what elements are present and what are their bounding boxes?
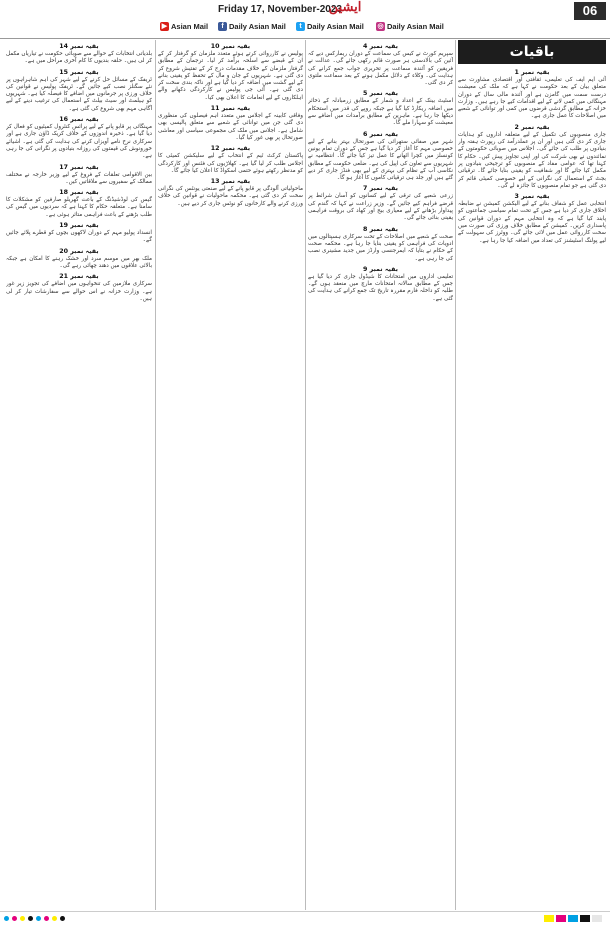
column-center-right	[308, 40, 453, 910]
color-swatch	[580, 915, 590, 922]
article-text: آئی ایم ایف کی تعلیمی، ثقافتی اور اقتصادی مشاورت سے متعلق بیان کے بعد حکومت نے کہا ہے کہ ملک کی معیشت درست سمت میں گامزن ہے اور آئندہ مالی سال کے دوران مہنگائی میں کمی لانے کے لیے اقدامات کیے جا رہے ہیں۔ وزارت خزانہ کے مطابق گردشی قرضوں میں کمی اور توانائی کے شعبے میں اصلاحات کا عمل جاری ہے۔	[458, 77, 606, 120]
column-center-left	[158, 40, 303, 910]
newspaper-logo: ایشین	[328, 0, 362, 15]
article-text: بلدیاتی انتخابات کے حوالے سے صوبائی حکومت نے تیاریاں مکمل کر لی ہیں۔ حلقہ بندیوں کا کام آخری مراحل میں ہے۔	[6, 51, 152, 65]
article-text: ٹریفک کے مسائل حل کرنے کے لیے شہر کی اہم شاہراہوں پر نئے سگنلز نصب کیے جائیں گے۔ ٹریفک پولیس نے قوانین کی خلاف ورزی پر جرمانوں میں اضافے کا فیصلہ کیا ہے۔ شہریوں کو ہیلمٹ اور سیٹ بیلٹ کے استعمال کی ترغیب دینے کے لیے آگاہی مہم بھی شروع کی گئی ہے۔	[6, 76, 152, 112]
column-divider	[155, 40, 156, 910]
page-number: 06	[574, 2, 606, 20]
color-calibration-bar	[544, 915, 602, 922]
continuation-heading: بقیہ نمبر 13	[210, 178, 251, 186]
article-text: پولیس نے کارروائی کرتے ہوئے متعدد ملزمان کو گرفتار کر کے ان کے قبضے سے اسلحہ برآمد کر لیا۔ ترجمان کے مطابق گرفتار ملزمان کے خلاف مقدمات درج کر کے تفتیش شروع کر دی گئی ہے۔ شہریوں کے جان و مال کے تحفظ کو یقینی بنانے کے لیے گشت میں اضافہ کر دیا گیا ہے اور ناکہ بندی سخت کر دی گئی ہے۔ آئی جی پولیس نے کارکردگی دکھانے والے اہلکاروں کے لیے انعامات کا اعلان بھی کیا۔	[158, 51, 303, 101]
article-text: اسٹیٹ بینک کے اعداد و شمار کے مطابق زرمبادلہ کے ذخائر میں اضافہ ریکارڈ کیا گیا ہے جبکہ روپے کی قدر میں استحکام دیکھا جا رہا ہے۔ ماہرین کے مطابق برآمدات میں اضافے سے معیشت کو سہارا ملے گا۔	[308, 98, 453, 127]
article-text: سپریم کورٹ نے کیس کی سماعت کے دوران ریمارکس دیے کہ آئین کی بالادستی ہر صورت قائم رکھی جائے گی۔ عدالت نے فریقین کو آئندہ سماعت پر تحریری جواب جمع کرانے کی ہدایت کی۔ وکلاء کے دلائل مکمل ہونے کے بعد سماعت ملتوی کر دی گئی۔	[308, 51, 453, 87]
page-footer	[0, 911, 610, 926]
column-divider	[455, 40, 456, 910]
twitter-icon: t	[296, 22, 305, 31]
article-text: ماحولیاتی آلودگی پر قابو پانے کے لیے صنعتی یونٹس کی نگرانی سخت کر دی گئی ہے۔ محکمہ ماحولیات نے قوانین کی خلاف ورزی کرنے والے کارخانوں کو نوٹس جاری کر دیے ہیں۔	[158, 186, 303, 207]
article-text: گیس کی لوڈشیڈنگ کے باعث گھریلو صارفین کو مشکلات کا سامنا ہے۔ متعلقہ حکام کا کہنا ہے کہ سردیوں میں گیس کی طلب بڑھنے کے باعث فراہمی متاثر ہوئی ہے۔	[6, 197, 152, 218]
article-text: صحت کے شعبے میں اصلاحات کے تحت سرکاری ہسپتالوں میں ادویات کی فراہمی کو یقینی بنایا جا رہا ہے۔ محکمہ صحت کے حکام نے بتایا کہ ایمرجنسی وارڈز میں جدید مشینری نصب کی جا رہی ہے۔	[308, 233, 453, 262]
continuation-heading: بقیہ نمبر 3	[514, 193, 550, 201]
color-swatch	[568, 915, 578, 922]
column-divider	[305, 40, 306, 910]
facebook-icon: f	[218, 22, 227, 31]
page-header	[0, 0, 610, 39]
section-title: باقیات	[458, 40, 606, 64]
continuation-heading: بقیہ نمبر 18	[59, 189, 99, 197]
continuation-heading: بقیہ نمبر 2	[514, 123, 550, 131]
social-youtube[interactable]	[160, 20, 208, 33]
article-text: پاکستان کرکٹ ٹیم کے انتخاب کے لیے سلیکشن کمیٹی کا اجلاس طلب کر لیا گیا ہے۔ کھلاڑیوں کی فٹنس اور کارکردگی کو مدنظر رکھتے ہوئے حتمی اسکواڈ کا اعلان کیا جائے گا۔	[158, 153, 303, 174]
registration-dot	[44, 916, 49, 921]
article-text: تعلیمی اداروں میں امتحانات کا شیڈول جاری کر دیا گیا ہے جس کے مطابق سالانہ امتحانات مارچ میں منعقد ہوں گے۔ طلبہ کو داخلہ فارم مقررہ تاریخ تک جمع کرانے کی ہدایت کی گئی ہے۔	[308, 273, 453, 302]
registration-dot	[52, 916, 57, 921]
social-label: Daily Asian Mail	[307, 22, 364, 31]
social-instagram[interactable]	[376, 20, 444, 33]
continuation-heading: بقیہ نمبر 4	[362, 43, 398, 50]
article-text: شہر میں صفائی ستھرائی کی صورتحال بہتر بنانے کے لیے خصوصی مہم کا آغاز کر دیا گیا ہے جس کے دوران تمام یونین کونسلز میں کچرا اٹھانے کا عمل تیز کیا جائے گا۔ انتظامیہ نے شہریوں سے تعاون کی اپیل کی ہے۔ ضلعی حکومت کے مطابق نکاسی آب کے نظام کی بہتری کے لیے بھی فنڈز جاری کر دیے گئے ہیں اور جلد ہی ترقیاتی کاموں کا آغاز ہو گا۔	[308, 138, 453, 182]
instagram-icon: ◎	[377, 23, 384, 30]
column-right	[458, 66, 606, 910]
continuation-heading: بقیہ نمبر 7	[362, 185, 398, 193]
social-label: Daily Asian Mail	[229, 22, 286, 31]
column-left	[6, 40, 152, 910]
continuation-heading: بقیہ نمبر 12	[210, 145, 251, 153]
registration-dot	[28, 916, 33, 921]
continuation-heading: بقیہ نمبر 1	[514, 69, 550, 76]
article-text: انتخابی عمل کو شفاف بنانے کے لیے الیکشن کمیشن نے ضابطہ اخلاق جاری کر دیا ہے جس کے تحت تمام سیاسی جماعتوں کو پابند کیا گیا ہے کہ وہ انتخابی مہم کے دوران قوانین کی پاسداری کریں۔ کمیشن کے مطابق خلاف ورزی کی صورت میں سخت کارروائی عمل میں لائی جائے گی۔ ووٹرز کی سہولت کے لیے پولنگ اسٹیشنز کی تعداد میں اضافہ کیا جا رہا ہے۔	[458, 201, 606, 244]
continuation-heading: بقیہ نمبر 14	[59, 43, 99, 50]
article-text: انسداد پولیو مہم کے دوران لاکھوں بچوں کو قطرے پلائے جائیں گے۔	[6, 230, 152, 244]
color-swatch	[592, 915, 602, 922]
continuation-heading: بقیہ نمبر 17	[59, 163, 99, 171]
continuation-heading: بقیہ نمبر 21	[59, 273, 99, 281]
youtube-icon: ▶	[161, 23, 168, 30]
article-text: ملک بھر میں موسم سرد اور خشک رہنے کا امکان ہے جبکہ بالائی علاقوں میں دھند چھائی رہے گی۔	[6, 255, 152, 269]
color-swatch	[556, 915, 566, 922]
registration-dot	[60, 916, 65, 921]
continuation-heading: بقیہ نمبر 19	[59, 222, 99, 230]
continuation-heading: بقیہ نمبر 5	[362, 90, 398, 98]
social-label: Daily Asian Mail	[387, 22, 444, 31]
registration-dots	[4, 916, 65, 921]
social-twitter[interactable]	[296, 20, 364, 33]
article-text: بین الاقوامی تعلقات کے فروغ کے لیے وزیر خارجہ نے مختلف ممالک کے سفیروں سے ملاقاتیں کیں۔	[6, 171, 152, 185]
article-text: مہنگائی پر قابو پانے کے لیے پرائس کنٹرول کمیٹیوں کو فعال کر دیا گیا ہے۔ ذخیرہ اندوزوں کے خلاف کریک ڈاؤن جاری ہے اور سرکاری نرخ نامے آویزاں کرنے کی ہدایت کی گئی ہے۔ اشیائے خورونوش کی قیمتوں کی روزانہ بنیادوں پر نگرانی کی جا رہی ہے۔	[6, 124, 152, 160]
continuation-heading: بقیہ نمبر 11	[210, 105, 251, 113]
registration-dot	[4, 916, 9, 921]
continuation-heading: بقیہ نمبر 10	[210, 43, 251, 50]
continuation-heading: بقیہ نمبر 8	[362, 225, 398, 233]
article-text: جاری منصوبوں کی تکمیل کے لیے متعلقہ اداروں کو ہدایات جاری کر دی گئی ہیں اور ان پر عملدرآمد کی رپورٹ ہفتہ وار بنیادوں پر طلب کی جائے گی۔ اجلاس میں صوبائی حکومتوں کے نمائندوں نے بھی شرکت کی اور اپنی تجاویز پیش کیں۔ حکام کا کہنا تھا کہ عوامی مفاد کے منصوبوں کو ترجیحی بنیادوں پر مکمل کیا جائے گا اور شفافیت کو یقینی بنایا جائے گا۔ ترقیاتی بجٹ کے استعمال کی نگرانی کے لیے خصوصی کمیٹی قائم کر دی گئی ہے جو تمام منصوبوں کا جائزہ لے گی۔	[458, 131, 606, 189]
social-label: Asian Mail	[171, 22, 209, 31]
continuation-heading: بقیہ نمبر 9	[362, 265, 398, 273]
article-text: زرعی شعبے کی ترقی کے لیے کسانوں کو آسان شرائط پر قرضے فراہم کیے جائیں گے۔ وزیر زراعت نے کہا کہ گندم کی پیداوار بڑھانے کے لیے معیاری بیج اور کھاد کی بروقت فراہمی یقینی بنائی جائے گی۔	[308, 193, 453, 222]
color-swatch	[544, 915, 554, 922]
registration-dot	[20, 916, 25, 921]
continuation-heading: بقیہ نمبر 6	[362, 130, 398, 138]
continuation-heading: بقیہ نمبر 20	[59, 247, 99, 255]
social-facebook[interactable]	[218, 20, 286, 33]
continuation-heading: بقیہ نمبر 15	[59, 68, 99, 76]
article-text: وفاقی کابینہ کے اجلاس میں متعدد اہم فیصلوں کی منظوری دی گئی جن میں توانائی کے شعبے سے متعلق پالیسی بھی شامل ہے۔ اجلاس میں ملک کی مجموعی سیاسی اور معاشی صورتحال پر بھی غور کیا گیا۔	[158, 113, 303, 141]
registration-dot	[36, 916, 41, 921]
article-text: سرکاری ملازمین کی تنخواہوں میں اضافے کی تجویز زیر غور ہے۔ وزارت خزانہ نے اس حوالے سے سفارشات تیار کر لی ہیں۔	[6, 281, 152, 302]
registration-dot	[12, 916, 17, 921]
continuation-heading: بقیہ نمبر 16	[59, 116, 99, 124]
issue-date: Friday 17, November-2023	[218, 4, 342, 15]
